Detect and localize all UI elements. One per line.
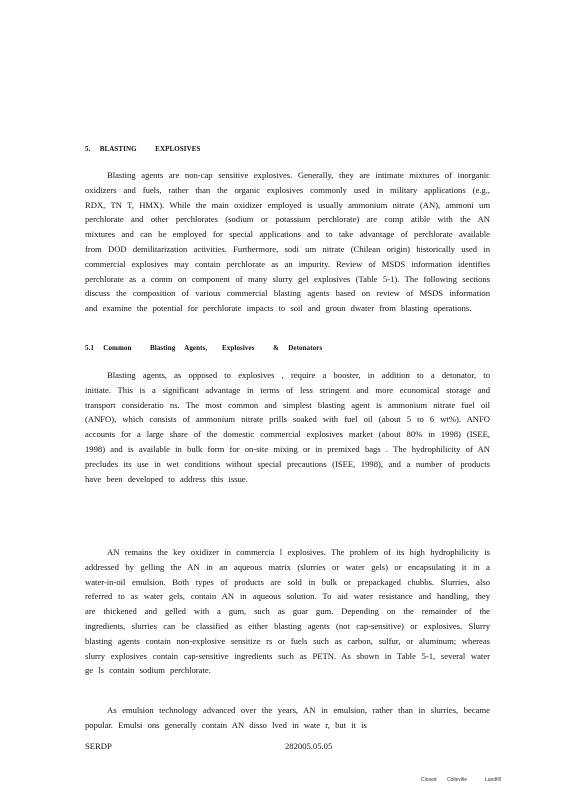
corner-label-colleville: Colleville xyxy=(447,777,468,783)
section-5-1-paragraph-3: As emulsion technology advanced over the years, AN in emulsion, rather than in slurries, became popular. Emulsi ons generally contain AN disso lved in wate r, but it is xyxy=(85,705,490,730)
section-5-1-heading: 5.1 Common Blasting Agents, Explosives & Detonators xyxy=(85,344,323,352)
corner-label-closed: Closed xyxy=(421,777,437,783)
footer-document-number: 282005.05.05 xyxy=(285,741,333,751)
section-5-heading: 5. BLASTING EXPLOSIVES xyxy=(85,145,201,153)
corner-label-landfill: Landfill xyxy=(485,777,501,783)
section-5-1-paragraph-2: AN remains the key oxidizer in commercia l explosives. The problem of its high hydrophilicity is addressed by gelling the AN in an aqueous matrix (slurries or water gels) or encapsulating it in a water-in-oil emulsion. Both types of products are sold in bulk or prepackaged chubbs. Slurries, also referred to as water gels, contain AN in aqueous solution. To aid water resistance and handling, they are thickened and gelled with a gum, such as guar gum. Depending on the remainder of the ingredients, slurries can be classified as either blasting agents (not cap-sensitive) or explosives. Slurry blasting agents contain non-explosive sensitize rs or fuels such as carbon, sulfur, or aluminum; whereas slurry explosives contain cap-sensitive ingredients such as PETN. As shown in Table 5-1, several water ge ls contain sodium perchlorate. xyxy=(85,547,490,676)
section-5-paragraph: Blasting agents are non-cap sensitive explosives. Generally, they are intimate mixtures of inorganic oxidizers and fuels, rather than the organic explosives commonly used in military applications (e.g., RDX, TN T, HMX). While the main oxidizer employed is usually ammonium nitrate (AN), ammoni um perchlorate and other perchlorates (sodium or potassium perchlorate) are comp atible with the AN mixtures and can be employed for special applications and to take advantage of perchlorate available from DOD demilitarization activities. Furthermore, sodi um nitrate (Chilean origin) historically used in commercial explosives may contain perchlorate as an impurity. Review of MSDS information identifies perchlorate as a comm on component of many slurry gel explosives (Table 5-1). The following sections discuss the composition of various commercial blasting agents based on review of MSDS information and examine the potential for perchlorate impacts to soil and groun dwater from blasting operations. xyxy=(85,170,490,314)
section-5-1-paragraph-1: Blasting agents, as opposed to explosives , require a booster, in addition to a detonator, to initiate. This is a significant advantage in terms of less stringent and more economical storage and transport consideratio ns. The most common and simplest blasting agent is ammonium nitrate fuel oil (ANFO), which consists of ammonium nitrate prills soaked with fuel oil (about 5 to 6 wt%). ANFO accounts for a large share of the domestic commercial explosives market (about 80% in 1998) (ISEE, 1998) and is available in bulk form for on-site mixing or in premixed bags . The hydrophilicity of AN precludes its use in wet conditions without special precautions (ISEE, 1998), and a number of products have been developed to address this issue. xyxy=(85,370,490,484)
footer-organization: SERDP xyxy=(85,741,112,751)
